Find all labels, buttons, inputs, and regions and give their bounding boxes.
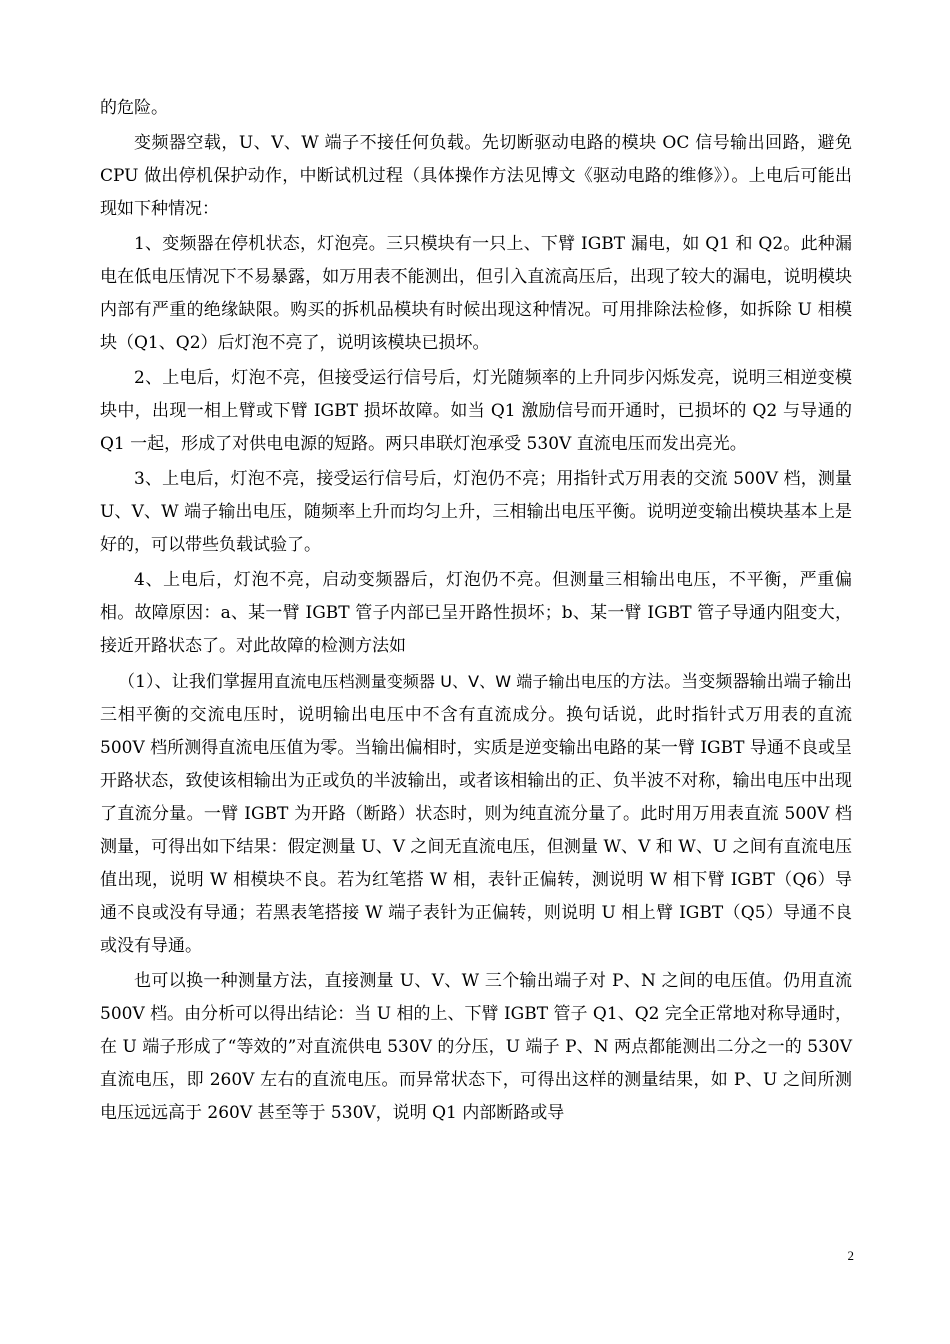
paragraph-case-1: 1、变频器在停机状态，灯泡亮。三只模块有一只上、下臂 IGBT 漏电，如 Q1 和 Q2。此种漏电在低电压情况下不易暴露，如万用表不能测出，但引入直流高压后，出现了较大的漏电，说明模块内部有严重的绝缘缺限。购买的拆机品模块有时候出现这种情况。可用排除法检修，如拆除 U 相模块（Q1、Q2）后灯泡不亮了，说明该模块已损坏。 bbox=[100, 234, 852, 353]
paragraph-case-4: 4、上电后，灯泡不亮，启动变频器后，灯泡仍不亮。但测量三相输出电压，不平衡，严重偏相。故障原因：a、某一臂 IGBT 管子内部已呈开路性损坏；b、某一臂 IGBT 管子导通内阻变大，接近开路状态了。对此故障的检测方法如 bbox=[100, 570, 852, 656]
paragraph-no-load-test: 变频器空载，U、V、W 端子不接任何负载。先切断驱动电路的模块 OC 信号输出回路，避免 CPU 做出停机保护动作，中断试机过程（具体操作方法见博文《驱动电路的维修》）。上电后可能出现如下种情况： bbox=[100, 133, 852, 219]
paragraph-case-2: 2、上电后，灯泡不亮，但接受运行信号后，灯光随频率的上升同步闪烁发亮，说明三相逆变模块中，出现一相上臂或下臂 IGBT 损坏故障。如当 Q1 激励信号而开通时，已损坏的 Q2 与导通的 Q1 一起，形成了对供电电源的短路。两只串联灯泡承受 530V 直流电压而发出亮光。 bbox=[100, 368, 852, 454]
method-1-highlight: 直流电压档测量变频器 U、V、W 端子输出电压 bbox=[274, 672, 613, 691]
method-1-prefix: （1）、让我们掌握用 bbox=[118, 672, 275, 692]
paragraph-alternative-method: 也可以换一种测量方法，直接测量 U、V、W 三个输出端子对 P、N 之间的电压值。仍用直流 500V 档。由分析可以得出结论：当 U 相的上、下臂 IGBT 管子 Q1、Q2 完全正常地对称导通时，在 U 端子形成了“等效的”对直流供电 530V 的分压，U 端子 P、N 两点都能测出二分之一的 530V 直流电压，即 260V 左右的直流电压。而异常状态下，可得出这样的测量结果，如 P、U 之间所测电压远远高于 260V 甚至等于 530V，说明 Q1 内部断路或导 bbox=[100, 971, 852, 1123]
paragraph-method-1 bbox=[100, 665, 852, 963]
page-number: 2 bbox=[847, 1248, 854, 1263]
document-body bbox=[100, 92, 852, 1132]
paragraph-continuation: 的危险。 bbox=[100, 98, 168, 118]
method-1-suffix: 的方法。当变频器输出端子输出三相平衡的交流电压时，说明输出电压中不含有直流成分。换句话说，此时指针式万用表的直流 500V 档所测得直流电压值为零。当输出偏相时，实质是逆变输出电路的某一臂 IGBT 导通不良或呈开路状态，致使该相输出为正或负的半波输出，或者该相输出的正、负半波不对称，输出电压中出现了直流分量。一臂 IGBT 为开路（断路）状态时，则为纯直流分量了。此时用万用表直流 500V 档测量，可得出如下结果：假定测量 U、V 之间无直流电压，但测量 W、V 和 W、U 之间有直流电压值出现，说明 W 相模块不良。若为红笔搭 W 相，表针正偏转，测说明 W 相下臂 IGBT（Q6）导通不良或没有导通；若黑表笔搭接 W 端子表针为正偏转，则说明 U 相上臂 IGBT（Q5）导通不良或没有导通。 bbox=[100, 672, 853, 956]
paragraph-case-3: 3、上电后，灯泡不亮，接受运行信号后，灯泡仍不亮；用指针式万用表的交流 500V 档，测量 U、V、W 端子输出电压，随频率上升而均匀上升，三相输出电压平衡。说明逆变输出模块基本上是好的，可以带些负载试验了。 bbox=[100, 469, 852, 555]
